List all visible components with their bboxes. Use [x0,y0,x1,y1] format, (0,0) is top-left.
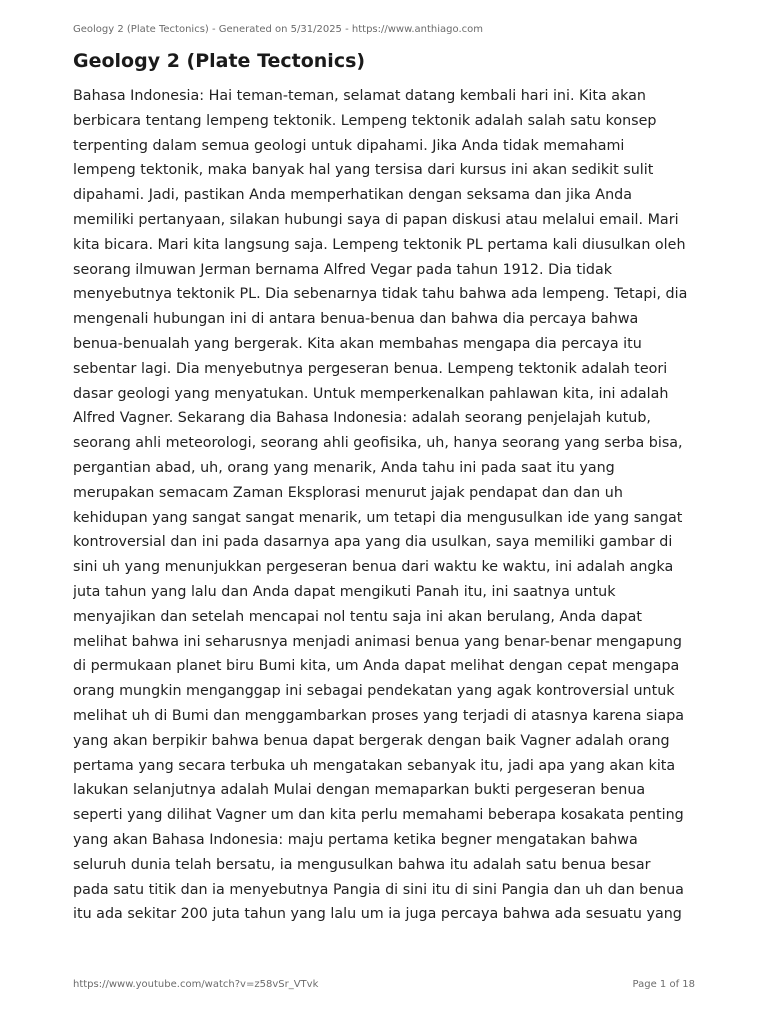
body-line: kehidupan yang sangat sangat menarik, um tetapi dia mengusulkan ide yang sangat [73,509,683,526]
body-line: dasar geologi yang menyatukan. Untuk memperkenalkan pahlawan kita, ini adalah [73,385,669,402]
body-line: benua-benualah yang bergerak. Kita akan membahas mengapa dia percaya itu [73,335,642,352]
transcript-body [73,84,697,927]
body-line: terpenting dalam semua geologi untuk dipahami. Jika Anda tidak memahami [73,137,625,154]
body-line: itu ada sekitar 200 juta tahun yang lalu um ia juga percaya bahwa ada sesuatu yang [73,906,682,923]
body-line: seluruh dunia telah bersatu, ia mengusulkan bahwa itu adalah satu benua besar [73,856,651,873]
body-line: dipahami. Jadi, pastikan Anda memperhatikan dengan seksama dan jika Anda [73,187,632,204]
body-line: seorang ilmuwan Jerman bernama Alfred Vegar pada tahun 1912. Dia tidak [73,261,613,278]
page-number: Page 1 of 18 [632,979,695,990]
body-line: kontroversial dan ini pada dasarnya apa yang dia usulkan, saya memiliki gambar di [73,534,673,551]
body-line: melihat uh di Bumi dan menggambarkan proses yang terjadi di atasnya karena siapa [73,707,685,724]
body-line: sini uh yang menunjukkan pergeseran benua dari waktu ke waktu, ini adalah angka [73,559,674,576]
body-line: orang mungkin menganggap ini sebagai pendekatan yang agak kontroversial untuk [73,683,675,700]
body-line: menyajikan dan setelah mencapai nol tentu saja ini akan berulang, Anda dapat [73,608,642,625]
body-line: Bahasa Indonesia: Hai teman-teman, selamat datang kembali hari ini. Kita akan [73,88,646,104]
body-line: pertama yang secara terbuka uh mengatakan sebanyak itu, jadi apa yang akan kita [73,757,676,774]
body-line: Alfred Vagner. Sekarang dia Bahasa Indonesia: adalah seorang penjelajah kutub, [73,410,651,427]
body-line: seorang ahli meteorologi, seorang ahli geofisika, uh, hanya seorang yang serba bisa, [73,435,683,452]
body-line: juta tahun yang lalu dan Anda dapat mengikuti Panah itu, ini saatnya untuk [73,583,616,600]
body-line: di permukaan planet biru Bumi kita, um Anda dapat melihat dengan cepat mengapa [73,658,680,675]
body-line: seperti yang dilihat Vagner um dan kita perlu memahami beberapa kosakata penting [73,807,684,824]
body-line: pada satu titik dan ia menyebutnya Pangia di sini itu di sini Pangia dan uh dan benua [73,881,684,898]
body-line: yang akan berpikir bahwa benua dapat bergerak dengan baik Vagner adalah orang [73,732,670,749]
body-line: memiliki pertanyaan, silakan hubungi saya di papan diskusi atau melalui email. Mari [73,211,679,228]
source-url: https://www.youtube.com/watch?v=z58vSr_VTvk [73,979,319,990]
body-line: merupakan semacam Zaman Eksplorasi menurut jajak pendapat dan dan uh [73,484,623,501]
body-line: kita bicara. Mari kita langsung saja. Lempeng tektonik PL pertama kali diusulkan oleh [73,236,686,253]
body-line: lakukan selanjutnya adalah Mulai dengan memaparkan bukti pergeseran benua [73,782,646,799]
body-line: berbicara tentang lempeng tektonik. Lempeng tektonik adalah salah satu konsep [73,112,657,129]
body-line: mengenali hubungan ini di antara benua-benua dan bahwa dia percaya bahwa [73,311,639,328]
page-header: Geology 2 (Plate Tectonics) - Generated on 5/31/2025 - https://www.anthiago.com [73,24,483,35]
body-line: lempeng tektonik, maka banyak hal yang tersisa dari kursus ini akan sedikit sulit [73,162,654,179]
body-line: sebentar lagi. Dia menyebutnya pergeseran benua. Lempeng tektonik adalah teori [73,360,668,377]
body-line: pergantian abad, uh, orang yang menarik, Anda tahu ini pada saat itu yang [73,459,615,476]
body-line: menyebutnya tektonik PL. Dia sebenarnya tidak tahu bahwa ada lempeng. Tetapi, dia [73,286,688,303]
body-line: yang akan Bahasa Indonesia: maju pertama ketika begner mengatakan bahwa [73,831,638,848]
body-line: melihat bahwa ini seharusnya menjadi animasi benua yang benar-benar mengapung [73,633,682,650]
document-title: Geology 2 (Plate Tectonics) [73,50,366,72]
